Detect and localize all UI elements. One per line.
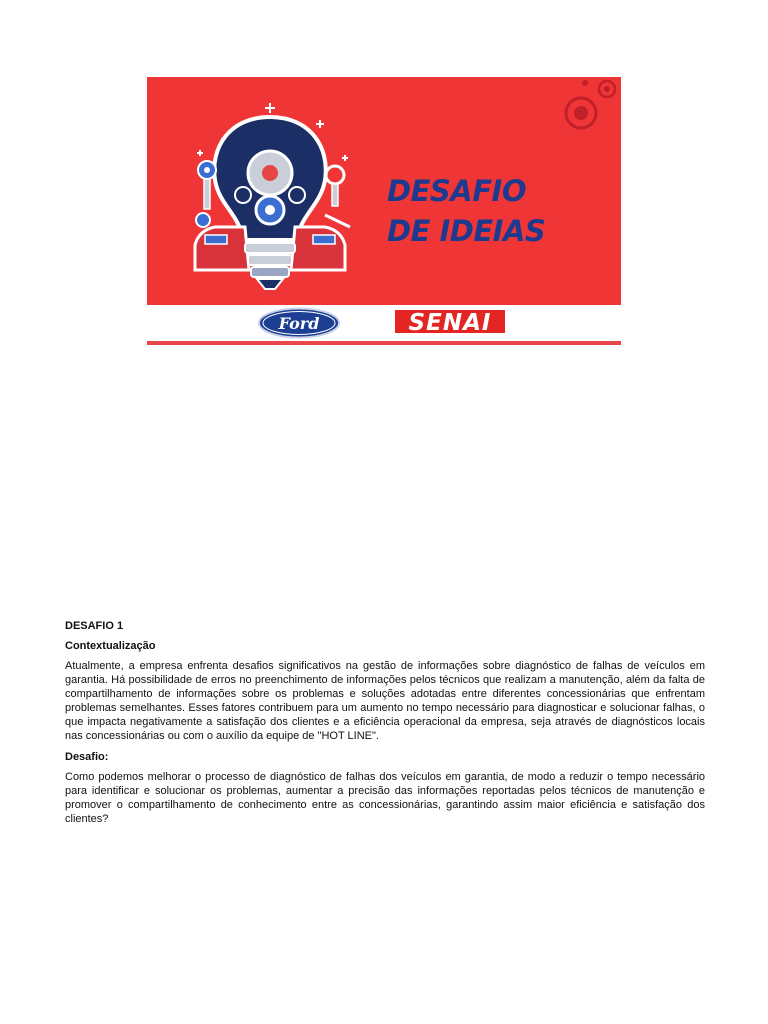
senai-logo: SENAI: [395, 310, 505, 336]
decorative-circles-icon: [561, 77, 621, 137]
ford-logo: [257, 307, 341, 339]
context-paragraph: Atualmente, a empresa enfrenta desafios significativos na gestão de informações sobre diagnóstico de falhas de veículos em garantia. Há possibilidade de erros no preenchimento de informações pelos técnicos que realizam a manutenção, além da falta de compartilhamento de informações sobre os problemas e soluções adotadas entre diferentes concessionárias que enfrentam problemas semelhantes. Esses fatores contribuem para um aumento no tempo necessário para diagnosticar e solucionar falhas, o que impacta negativamente a satisfação dos clientes e a eficiência operacional da empresa, seja através de diagnósticos locais nas concessionárias ou com o auxílio da equipe de "HOT LINE".: [65, 660, 705, 742]
ford-logo-text: Ford: [278, 314, 320, 333]
challenge-heading: DESAFIO 1: [65, 620, 124, 632]
banner-title-line1: DESAFIO: [387, 174, 526, 208]
banner-red-panel: [147, 77, 621, 305]
context-heading: Contextualização: [65, 640, 156, 652]
header-banner: [147, 77, 621, 345]
lightbulb-gear-illustration: [185, 95, 365, 295]
challenge-document: [65, 619, 705, 833]
banner-title: [387, 171, 545, 251]
challenge-question: Como podemos melhorar o processo de diagnóstico de falhas dos veículos em garantia, de modo a reduzir o tempo necessário para identificar e solucionar os problemas, aumentar a precisão das informações reportadas pelos técnicos de manutenção e promover o compartilhamento de conhecimento entre as concessionárias, garantindo assim maior eficiência e satisfação dos clientes?: [65, 771, 705, 825]
challenge-label: Desafio:: [65, 751, 109, 763]
banner-title-line2: DE IDEIAS: [387, 214, 546, 248]
banner-bottom-stripe: [147, 341, 621, 345]
